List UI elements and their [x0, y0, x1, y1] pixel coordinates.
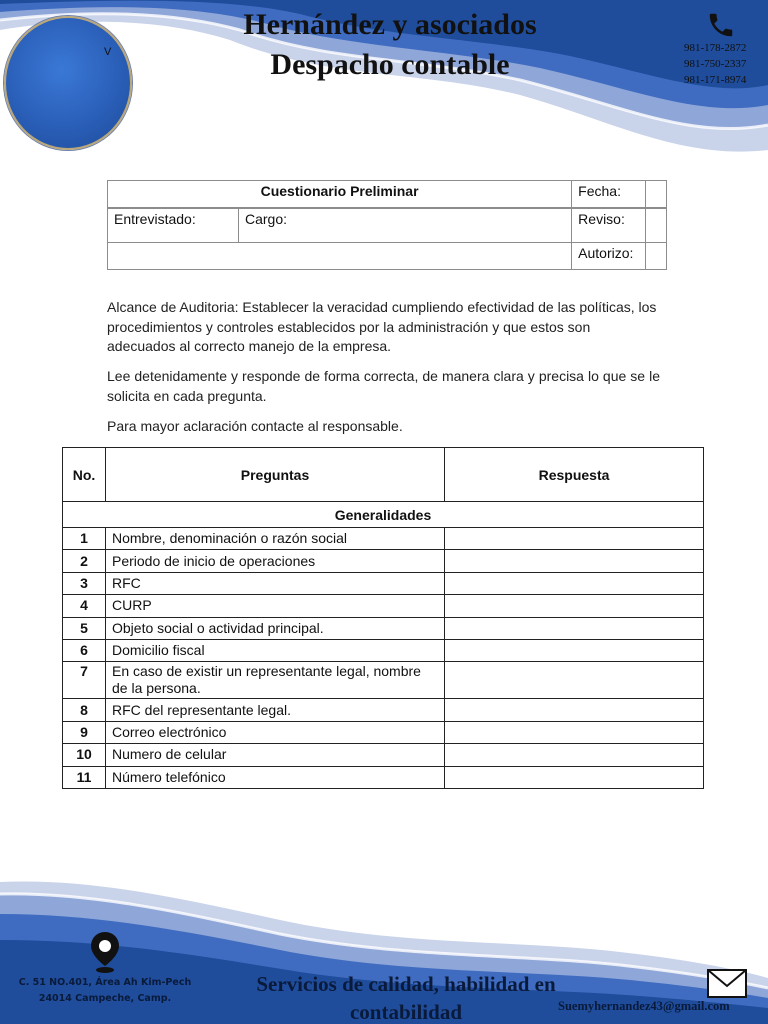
question-number: 1	[63, 528, 106, 550]
phone-numbers	[684, 40, 746, 88]
section-heading: Generalidades	[63, 502, 704, 528]
cargo-label: Cargo:	[239, 208, 572, 243]
instructions-paragraph: Lee detenidamente y responde de forma correcta, de manera clara y precisa lo que se le solicita en cada pregunta.	[107, 368, 660, 404]
question-text: En caso de existir un representante legal, nombre de la persona.	[106, 662, 445, 699]
phone-number: 981-171-8974	[684, 74, 747, 86]
question-number: 11	[63, 766, 106, 788]
question-text: Periodo de inicio de operaciones	[106, 550, 445, 572]
autorizo-label: Autorizo:	[572, 243, 646, 270]
table-row	[63, 744, 704, 766]
answer-cell[interactable]	[445, 662, 704, 699]
fecha-label: Fecha:	[572, 181, 646, 208]
email-address[interactable]: Suemyhernandez43@gmail.com	[558, 999, 730, 1013]
question-text: RFC del representante legal.	[106, 699, 445, 721]
table-row	[63, 766, 704, 788]
table-row	[63, 662, 704, 699]
question-text: Domicilio fiscal	[106, 639, 445, 661]
answer-cell[interactable]	[445, 744, 704, 766]
company-name: Hernández y asociados	[243, 8, 537, 41]
logo-mark: V	[104, 46, 112, 58]
answer-cell[interactable]	[445, 550, 704, 572]
blank-cell[interactable]	[108, 243, 572, 270]
company-subtitle: Despacho contable	[270, 48, 510, 81]
answer-cell[interactable]	[445, 721, 704, 743]
envelope-icon	[707, 969, 747, 998]
answer-cell[interactable]	[445, 639, 704, 661]
table-row	[63, 595, 704, 617]
table-row	[63, 721, 704, 743]
question-number: 8	[63, 699, 106, 721]
table-row	[63, 639, 704, 661]
footer-slogan: Servicios de calidad, habilidad en contabilidad	[256, 972, 556, 1024]
question-number: 4	[63, 595, 106, 617]
form-title: Cuestionario Preliminar	[108, 181, 572, 208]
phone-icon	[706, 10, 736, 40]
question-number: 3	[63, 572, 106, 594]
question-text: Objeto social o actividad principal.	[106, 617, 445, 639]
address-line: 24014 Campeche, Camp.	[38, 993, 172, 1004]
audit-scope-paragraph: Alcance de Auditoria: Establecer la veracidad cumpliendo efectividad de las políticas, los procedimientos y controles establecidos por la administración y que estos son adecuados al correcto manejo de la empresa.	[107, 299, 657, 354]
phone-number: 981-178-2872	[684, 42, 747, 54]
answer-cell[interactable]	[445, 617, 704, 639]
question-number: 10	[63, 744, 106, 766]
phone-number: 981-750-2337	[684, 58, 747, 70]
table-row	[63, 550, 704, 572]
column-header-answer: Respuesta	[445, 448, 704, 502]
question-number: 2	[63, 550, 106, 572]
answer-cell[interactable]	[445, 528, 704, 550]
table-row	[63, 699, 704, 721]
questionnaire-table	[62, 447, 704, 789]
question-number: 5	[63, 617, 106, 639]
reviso-field[interactable]	[646, 208, 667, 243]
column-header-questions: Preguntas	[106, 448, 445, 502]
form-header-table	[107, 180, 667, 270]
question-text: CURP	[106, 595, 445, 617]
question-number: 6	[63, 639, 106, 661]
question-number: 9	[63, 721, 106, 743]
table-row	[63, 572, 704, 594]
question-text: Número telefónico	[106, 766, 445, 788]
table-row	[63, 528, 704, 550]
table-row	[63, 617, 704, 639]
question-text: RFC	[106, 572, 445, 594]
column-header-no: No.	[63, 448, 106, 502]
answer-cell[interactable]	[445, 595, 704, 617]
address-line: C. 51 NO.401, Área Ah Kim-Pech	[18, 977, 192, 988]
map-pin-icon	[88, 930, 122, 974]
autorizo-field[interactable]	[646, 243, 667, 270]
reviso-label: Reviso:	[572, 208, 646, 243]
question-text: Nombre, denominación o razón social	[106, 528, 445, 550]
fecha-field[interactable]	[646, 181, 667, 208]
contact-paragraph: Para mayor aclaración contacte al responsable.	[107, 418, 403, 434]
entrevistado-label: Entrevistado:	[108, 208, 239, 243]
logo-circle	[4, 16, 132, 150]
answer-cell[interactable]	[445, 766, 704, 788]
answer-cell[interactable]	[445, 699, 704, 721]
address	[10, 975, 200, 1007]
answer-cell[interactable]	[445, 572, 704, 594]
question-number: 7	[63, 662, 106, 699]
question-text: Numero de celular	[106, 744, 445, 766]
question-text: Correo electrónico	[106, 721, 445, 743]
